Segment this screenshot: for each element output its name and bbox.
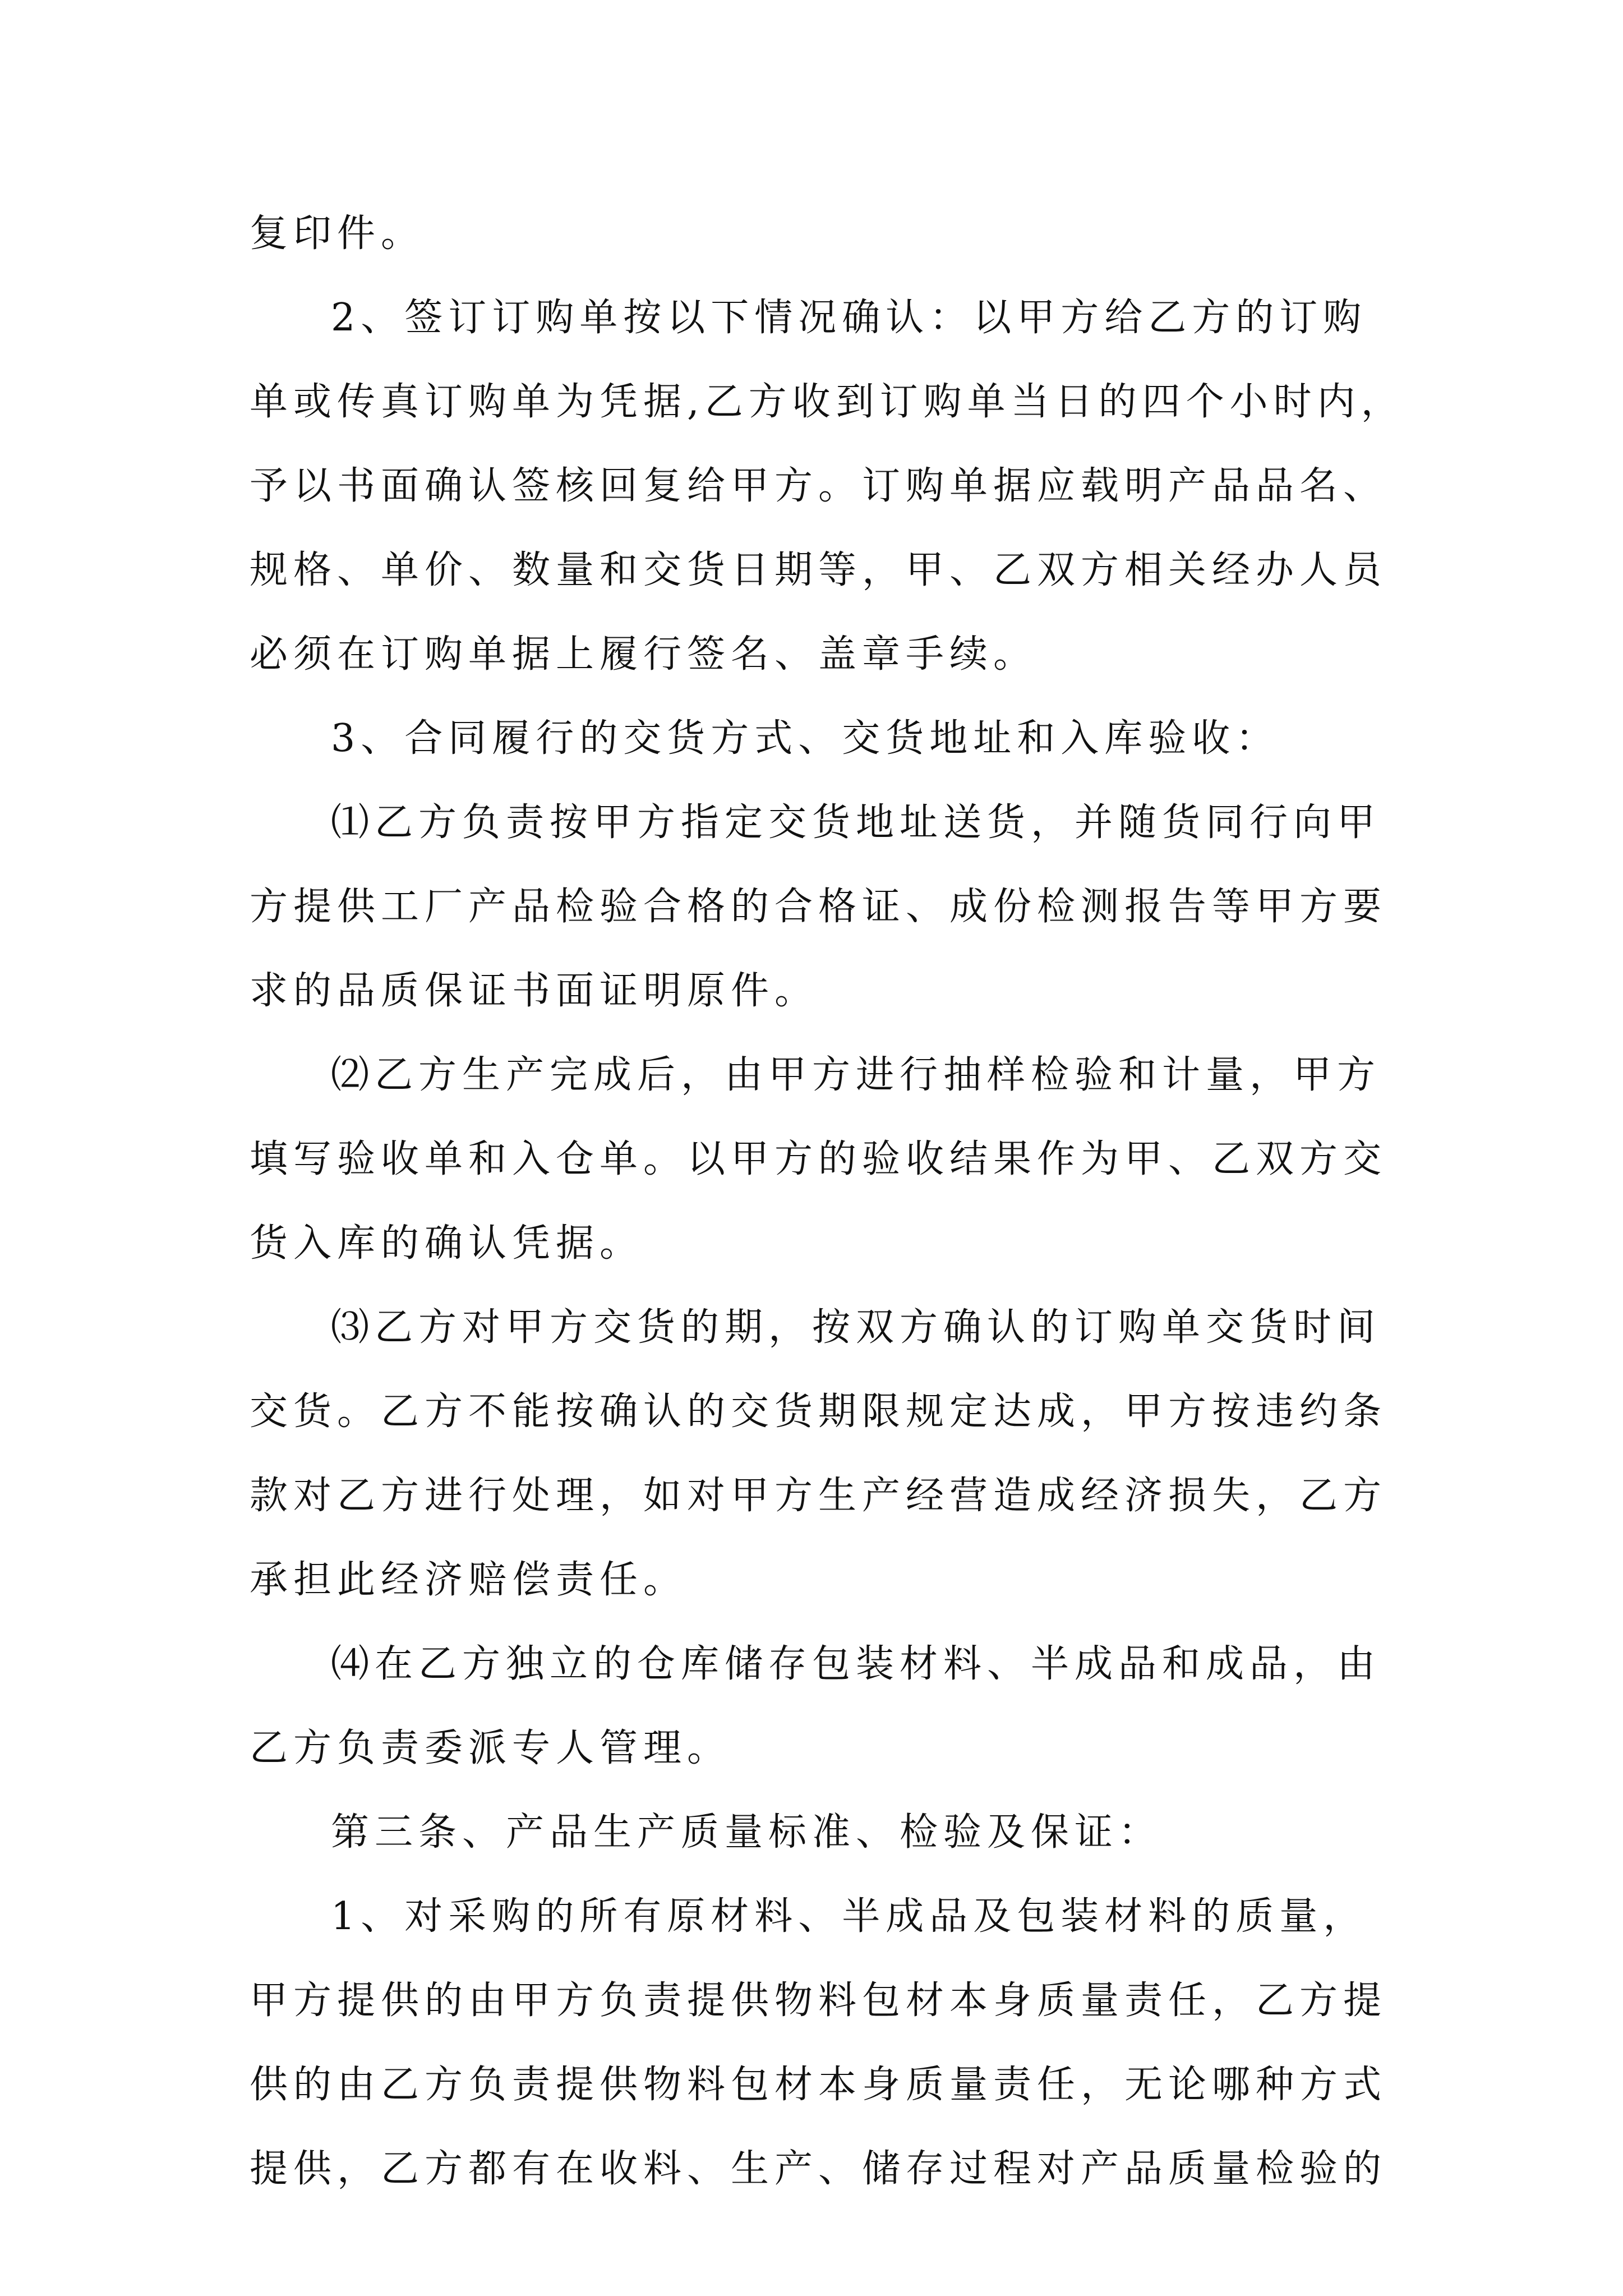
text-line: 方提供工厂产品检验合格的合格证、成份检测报告等甲方要	[250, 885, 1387, 929]
text-line: 3、合同履行的交货方式、交货地址和入库验收：	[331, 716, 1280, 761]
text-line: 复印件。	[250, 211, 425, 256]
text-line: 单或传真订购单为凭据,乙方收到订购单当日的四个小时内，	[250, 380, 1405, 424]
text-line: 填写验收单和入仓单。以甲方的验收结果作为甲、乙双方交	[250, 1137, 1387, 1181]
text-line: 1、对采购的所有原材料、半成品及包装材料的质量，	[331, 1894, 1367, 1939]
text-line: 予以书面确认签核回复给甲方。订购单据应载明产品品名、	[250, 464, 1387, 508]
text-line: 交货。乙方不能按确认的交货期限规定达成，甲方按违约条	[250, 1389, 1387, 1434]
text-line: ⑷在乙方独立的仓库储存包装材料、半成品和成品，由	[331, 1642, 1381, 1686]
text-line: 承担此经济赔偿责任。	[250, 1558, 688, 1602]
text-line: 乙方负责委派专人管理。	[250, 1726, 731, 1770]
text-line: 规格、单价、数量和交货日期等，甲、乙双方相关经办人员	[250, 548, 1387, 592]
text-line: 求的品质保证书面证明原件。	[250, 969, 819, 1013]
text-line: 货入库的确认凭据。	[250, 1221, 644, 1266]
text-line: 必须在订购单据上履行签名、盖章手续。	[250, 632, 1038, 677]
text-line: ⑵乙方生产完成后，由甲方进行抽样检验和计量，甲方	[331, 1053, 1381, 1097]
text-line: 第三条、产品生产质量标准、检验及保证：	[331, 1810, 1163, 1855]
text-line: 提供，乙方都有在收料、生产、储存过程对产品质量检验的	[250, 2147, 1387, 2191]
text-line: 款对乙方进行处理，如对甲方生产经营造成经济损失，乙方	[250, 1474, 1387, 1518]
text-line: 2、签订订购单按以下情况确认：以甲方给乙方的订购	[331, 296, 1367, 340]
text-line: 供的由乙方负责提供物料包材本身质量责任，无论哪种方式	[250, 2063, 1387, 2107]
text-line: ⑴乙方负责按甲方指定交货地址送货，并随货同行向甲	[331, 800, 1381, 845]
text-line: ⑶乙方对甲方交货的期，按双方确认的订购单交货时间	[331, 1305, 1381, 1350]
text-line: 甲方提供的由甲方负责提供物料包材本身质量责任，乙方提	[250, 1978, 1387, 2023]
